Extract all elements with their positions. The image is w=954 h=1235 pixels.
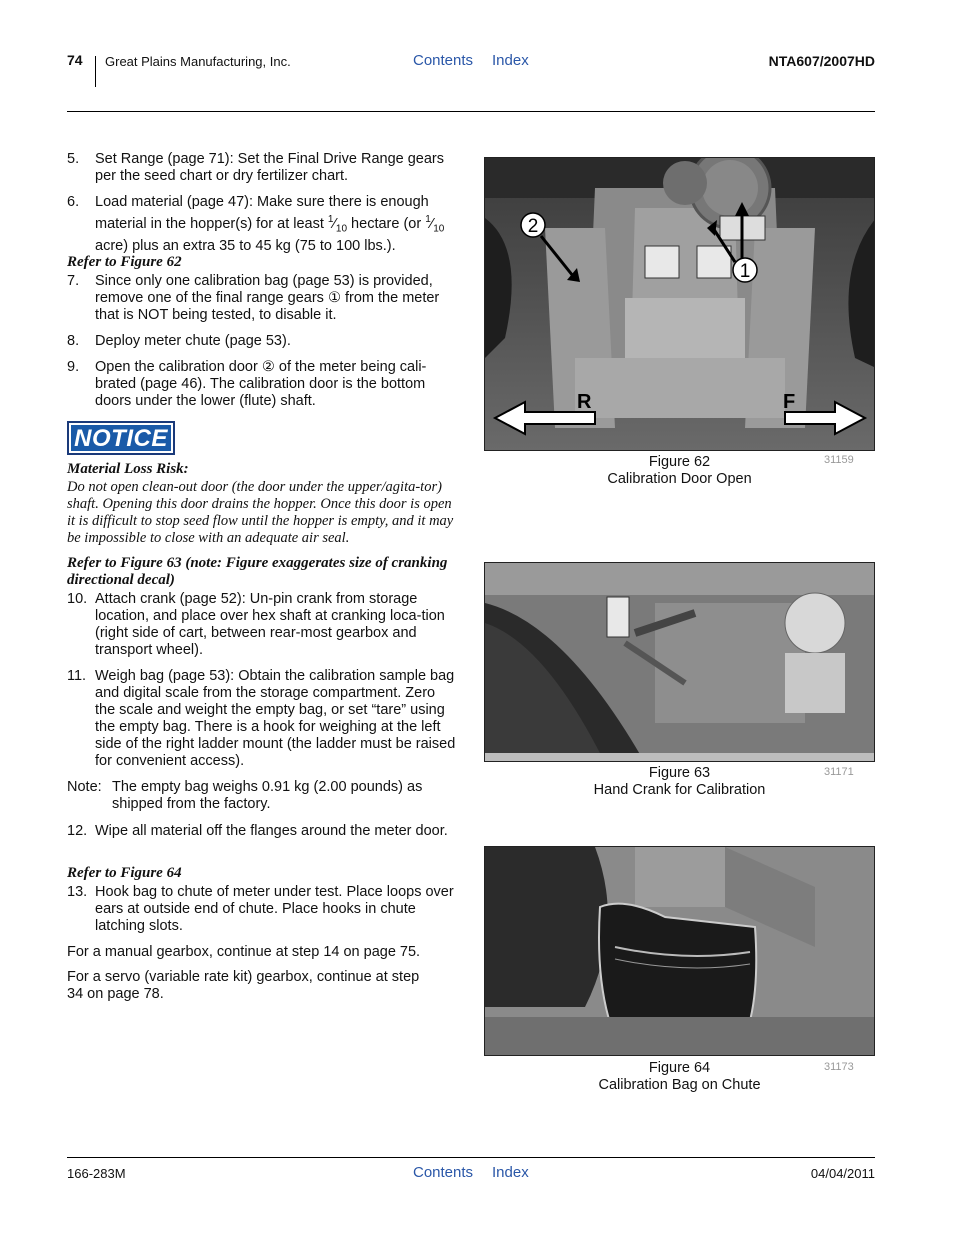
step-text: Weigh bag (page 53): Obtain the calibration sample bag and digital scale from the storage compartment. Zero the scale and weight the empty bag, or set “tare” using the empty bag. There is a hook for weighing at the left side of the right ladder mount (the ladder must be raised for convenient access). (95, 668, 456, 769)
fraction-numerator: 1 (327, 214, 334, 225)
note-label: Note: (67, 779, 102, 795)
header-contents-link[interactable]: Contents (413, 52, 474, 69)
notice-body: Do not open clean-out door (the door under the upper/agita-tor) shaft. Opening this door drains the hopper. Once this door is open it is difficult to stop seed flow until the hopper is empty, and it may be impossible to close with an adequate air seal. (67, 479, 454, 546)
figure-64-caption (484, 1060, 875, 1094)
refer-figure-63: Refer to Figure 63 (note: Figure exaggerates size of cranking directional decal) (67, 555, 448, 588)
figure-62-photo (484, 157, 875, 451)
step-text: Hook bag to chute of meter under test. Place loops over ears at outside end of chute. Place hooks in chute latching slots. (95, 884, 454, 934)
refer-figure-64: Refer to Figure 64 (67, 865, 182, 881)
step-text-part: hectare (or (347, 215, 426, 232)
figure-63-id: 31171 (824, 766, 854, 778)
step-text: Attach crank (page 52): Un-pin crank from storage location, and place over hex shaft at cranking loca-tion (right side of cart, between rear-most gearbox and transport wheel). (95, 591, 445, 658)
model-number: NTA607/2007HD (768, 53, 875, 69)
step-number: 5. (67, 151, 80, 167)
footer-index-link[interactable]: Index (492, 1164, 529, 1181)
step-12 (67, 823, 459, 840)
note-text: The empty bag weighs 0.91 kg (2.00 pounds) as shipped from the factory. (112, 779, 423, 812)
page-number: 74 (67, 52, 83, 68)
direction-label-f: F (783, 391, 796, 413)
step-11 (67, 668, 459, 770)
fraction-numerator: 1 (425, 214, 431, 225)
company-name: Great Plains Manufacturing, Inc. (105, 54, 291, 69)
step-text: Wipe all material off the flanges around the meter door. (95, 823, 448, 839)
step-number: 6. (67, 194, 80, 210)
step-6 (67, 194, 459, 255)
figure-64-id: 31173 (824, 1061, 854, 1073)
figure-62-illustration (485, 158, 875, 451)
step-9 (67, 359, 459, 410)
step-number: 8. (67, 333, 80, 349)
figure-62-id: 31159 (824, 454, 854, 466)
step-13 (67, 884, 459, 935)
callout-1: 1 (739, 261, 751, 282)
step-number: 9. (67, 359, 80, 375)
step-number: 11. (67, 668, 87, 684)
figure-63-title: Hand Crank for Calibration (593, 782, 766, 798)
figure-64-illustration (485, 847, 875, 1056)
step-10 (67, 591, 459, 659)
step-5 (67, 151, 459, 185)
document-number: 166-283M (67, 1166, 126, 1181)
notice-badge (67, 421, 175, 455)
header-index-link[interactable]: Index (492, 52, 529, 69)
step-8 (67, 333, 459, 350)
direction-label-r: R (577, 391, 592, 413)
header-rule (67, 111, 875, 112)
callout-2: 2 (527, 216, 539, 237)
paragraph-servo-gearbox: For a servo (variable rate kit) gearbox, continue at step 34 on page 78. (67, 969, 420, 1002)
step-text: Load material (page 47): Make sure there is enough material in the hopper(s) for at least $^1⁄_{10}$ hectare (or $^1⁄_{10}$ acre) plus an extra 35 to 45 kg (75 to 100 lbs.). (95, 194, 445, 254)
paragraph-manual-gearbox: For a manual gearbox, continue at step 14 on page 75. (67, 944, 421, 960)
figure-62-caption (484, 454, 875, 488)
step-text: Open the calibration door ② of the meter being cali-brated (page 46). The calibration door is the bottom doors under the lower (flute) shaft. (95, 359, 427, 409)
figure-62-title: Calibration Door Open (607, 471, 752, 487)
figure-64-photo (484, 846, 875, 1056)
step-text: Since only one calibration bag (page 53) is provided, remove one of the final range gears ① from the meter that is NOT being tested, to disable it. (95, 273, 440, 323)
step-number: 13. (67, 884, 88, 900)
step-number: 12. (67, 823, 88, 839)
notice-label: NOTICE (71, 425, 171, 451)
step-text: Deploy meter chute (page 53). (95, 333, 291, 349)
step-7 (67, 273, 459, 324)
figure-63-illustration (485, 563, 875, 762)
figure-63-photo (484, 562, 875, 762)
fraction-denominator: 10 (335, 223, 348, 235)
notice-title: Material Loss Risk: (67, 461, 189, 477)
header-divider (95, 56, 96, 87)
step-number: 7. (67, 273, 80, 289)
note (67, 779, 459, 813)
figure-63-number: Figure 63 (648, 765, 711, 781)
refer-figure-62: Refer to Figure 62 (67, 254, 182, 270)
footer-date: 04/04/2011 (810, 1166, 875, 1181)
footer-contents-link[interactable]: Contents (413, 1164, 474, 1181)
fraction-denominator: 10 (433, 223, 445, 235)
figure-63-caption (484, 765, 875, 799)
step-text-part: Load material (page 47): Make sure there is enough material in the hopper(s) for at least (95, 194, 429, 232)
step-text-part: acre) plus an extra 35 to 45 kg (75 to 100 lbs.). (95, 237, 396, 254)
footer-rule (67, 1157, 875, 1158)
step-text: Set Range (page 71): Set the Final Drive Range gears per the seed chart or dry fertilizer chart. (95, 151, 445, 184)
step-number: 10. (67, 591, 88, 607)
figure-62-number: Figure 62 (648, 454, 711, 470)
figure-64-title: Calibration Bag on Chute (598, 1077, 761, 1093)
figure-64-number: Figure 64 (648, 1060, 711, 1076)
